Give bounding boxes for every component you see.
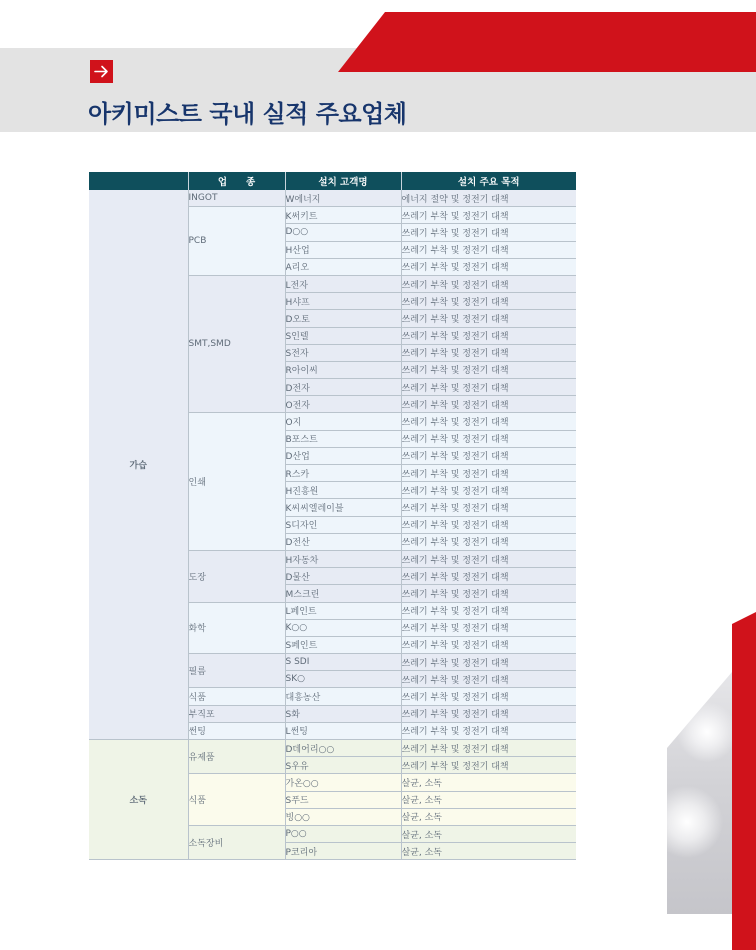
customer-cell: R아이씨 [285, 361, 401, 378]
purpose-cell: 쓰레기 부착 및 정전기 대책 [401, 396, 576, 413]
industry-cell: SMT,SMD [188, 275, 285, 413]
header-red-banner [338, 12, 756, 72]
purpose-cell: 쓰레기 부착 및 정전기 대책 [401, 207, 576, 224]
customer-cell: K씨씨엘레이블 [285, 499, 401, 516]
purpose-cell: 쓰레기 부착 및 정전기 대책 [401, 379, 576, 396]
purpose-cell: 쓰레기 부착 및 정전기 대책 [401, 361, 576, 378]
customer-cell: L썬팅 [285, 722, 401, 739]
customer-cell: S페인트 [285, 636, 401, 653]
purpose-cell: 쓰레기 부착 및 정전기 대책 [401, 293, 576, 310]
purpose-cell: 쓰레기 부착 및 정전기 대책 [401, 550, 576, 567]
column-header [89, 172, 188, 190]
customer-cell: H산업 [285, 241, 401, 258]
customer-cell: 대흥농산 [285, 688, 401, 705]
purpose-cell: 쓰레기 부착 및 정전기 대책 [401, 705, 576, 722]
purpose-cell: 쓰레기 부착 및 정전기 대책 [401, 465, 576, 482]
purpose-cell: 쓰레기 부착 및 정전기 대책 [401, 482, 576, 499]
purpose-cell: 쓰레기 부착 및 정전기 대책 [401, 327, 576, 344]
column-header: 업 종 [188, 172, 285, 190]
purpose-cell: 에너지 절약 및 정전기 대책 [401, 190, 576, 207]
purpose-cell: 쓰레기 부착 및 정전기 대책 [401, 258, 576, 275]
customer-cell: K써키트 [285, 207, 401, 224]
industry-cell: 인쇄 [188, 413, 285, 551]
customer-cell: P코리아 [285, 843, 401, 860]
purpose-cell: 쓰레기 부착 및 정전기 대책 [401, 740, 576, 757]
customer-cell: S우유 [285, 757, 401, 774]
category-cell: 가습 [89, 190, 188, 740]
customer-cell: D전자 [285, 379, 401, 396]
industry-cell: 부직포 [188, 705, 285, 722]
customer-cell: W에너지 [285, 190, 401, 207]
industry-cell: INGOT [188, 190, 285, 207]
customer-cell: D전산 [285, 533, 401, 550]
column-header: 설치 주요 목적 [401, 172, 576, 190]
purpose-cell: 쓰레기 부착 및 정전기 대책 [401, 654, 576, 671]
industry-cell: 도장 [188, 550, 285, 602]
customer-cell: S푸드 [285, 791, 401, 808]
purpose-cell: 쓰레기 부착 및 정전기 대책 [401, 275, 576, 292]
industry-cell: 썬팅 [188, 722, 285, 739]
customer-cell: SK○ [285, 671, 401, 688]
purpose-cell: 쓰레기 부착 및 정전기 대책 [401, 241, 576, 258]
customer-cell: L페인트 [285, 602, 401, 619]
customer-cell: B포스트 [285, 430, 401, 447]
table-row [89, 190, 576, 207]
customer-cell: S디자인 [285, 516, 401, 533]
page-title: 아키미스트 국내 실적 주요업체 [88, 100, 407, 128]
customer-cell: D데어리○○ [285, 740, 401, 757]
customer-cell: H진흥원 [285, 482, 401, 499]
industry-cell: PCB [188, 207, 285, 276]
customer-cell: K○○ [285, 619, 401, 636]
customer-cell: S SDI [285, 654, 401, 671]
customer-cell: O지 [285, 413, 401, 430]
industry-cell: 화학 [188, 602, 285, 654]
customer-cell: R스카 [285, 465, 401, 482]
customer-cell: D물산 [285, 568, 401, 585]
purpose-cell: 쓰레기 부착 및 정전기 대책 [401, 688, 576, 705]
purpose-cell: 살균, 소독 [401, 774, 576, 791]
customer-cell: 빙○○ [285, 808, 401, 825]
purpose-cell: 쓰레기 부착 및 정전기 대책 [401, 602, 576, 619]
purpose-cell: 쓰레기 부착 및 정전기 대책 [401, 310, 576, 327]
customer-cell: H자동차 [285, 550, 401, 567]
purpose-cell: 살균, 소독 [401, 791, 576, 808]
column-header: 설치 고객명 [285, 172, 401, 190]
installation-table [89, 172, 576, 860]
industry-cell: 소독장비 [188, 825, 285, 859]
purpose-cell: 쓰레기 부착 및 정전기 대책 [401, 619, 576, 636]
industry-cell: 필름 [188, 654, 285, 688]
purpose-cell: 살균, 소독 [401, 843, 576, 860]
table-header-row [89, 172, 576, 190]
table-body [89, 190, 576, 860]
purpose-cell: 쓰레기 부착 및 정전기 대책 [401, 516, 576, 533]
purpose-cell: 쓰레기 부착 및 정전기 대책 [401, 533, 576, 550]
purpose-cell: 쓰레기 부착 및 정전기 대책 [401, 413, 576, 430]
purpose-cell: 쓰레기 부착 및 정전기 대책 [401, 568, 576, 585]
purpose-cell: 쓰레기 부착 및 정전기 대책 [401, 224, 576, 241]
purpose-cell: 쓰레기 부착 및 정전기 대책 [401, 447, 576, 464]
decorative-red-bar [732, 612, 756, 950]
category-cell: 소독 [89, 740, 188, 860]
industry-cell: 식품 [188, 688, 285, 705]
purpose-cell: 쓰레기 부착 및 정전기 대책 [401, 344, 576, 361]
customer-cell: S전자 [285, 344, 401, 361]
purpose-cell: 살균, 소독 [401, 825, 576, 842]
purpose-cell: 쓰레기 부착 및 정전기 대책 [401, 585, 576, 602]
customer-cell: D○○ [285, 224, 401, 241]
customer-cell: S인텔 [285, 327, 401, 344]
purpose-cell: 살균, 소독 [401, 808, 576, 825]
customer-cell: 가온○○ [285, 774, 401, 791]
customer-cell: P○○ [285, 825, 401, 842]
purpose-cell: 쓰레기 부착 및 정전기 대책 [401, 499, 576, 516]
purpose-cell: 쓰레기 부착 및 정전기 대책 [401, 430, 576, 447]
customer-cell: O전자 [285, 396, 401, 413]
purpose-cell: 쓰레기 부착 및 정전기 대책 [401, 671, 576, 688]
industry-cell: 유제품 [188, 740, 285, 774]
table-row [89, 740, 576, 757]
customer-cell: A리오 [285, 258, 401, 275]
arrow-right-icon [90, 60, 113, 83]
customer-cell: L전자 [285, 275, 401, 292]
purpose-cell: 쓰레기 부착 및 정전기 대책 [401, 757, 576, 774]
customer-cell: D오토 [285, 310, 401, 327]
purpose-cell: 쓰레기 부착 및 정전기 대책 [401, 636, 576, 653]
purpose-cell: 쓰레기 부착 및 정전기 대책 [401, 722, 576, 739]
decorative-photo [667, 672, 732, 914]
customer-cell: M스크린 [285, 585, 401, 602]
customer-cell: D산업 [285, 447, 401, 464]
industry-cell: 식품 [188, 774, 285, 826]
customer-cell: H샤프 [285, 293, 401, 310]
customer-cell: S화 [285, 705, 401, 722]
